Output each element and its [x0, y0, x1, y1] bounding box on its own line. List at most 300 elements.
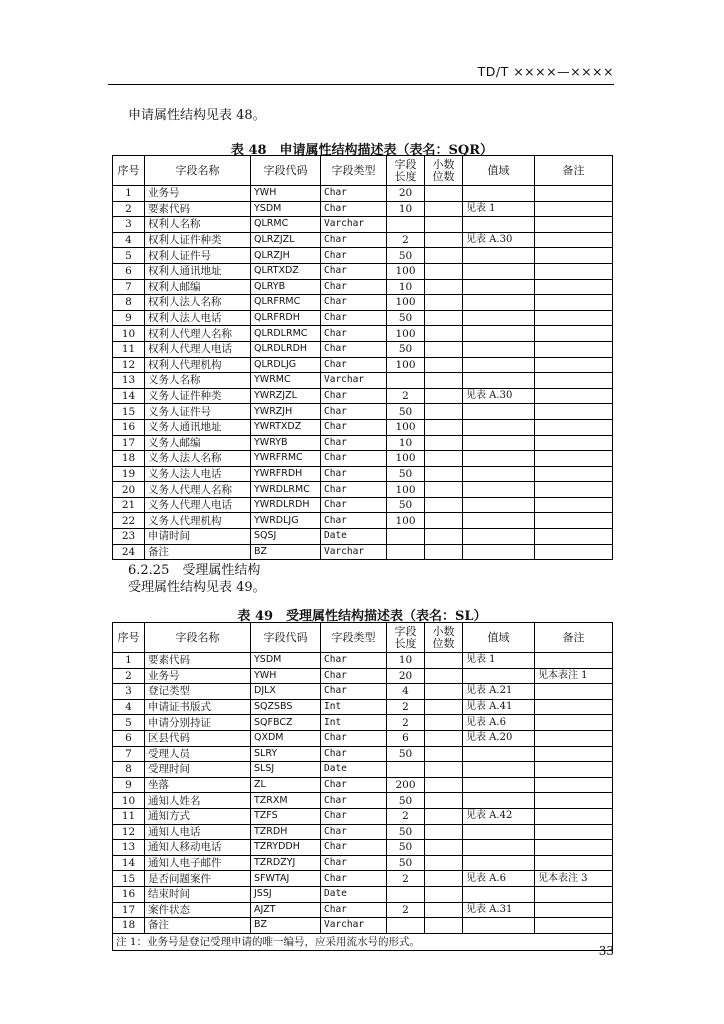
table-cell: 6 [387, 730, 425, 746]
table-row [113, 404, 613, 420]
table-cell [463, 186, 535, 202]
table-cell: 50 [387, 840, 425, 856]
table-cell [535, 730, 613, 746]
table-row [113, 310, 613, 326]
table-cell [425, 248, 463, 264]
table-cell: 义务人代理机构 [145, 513, 251, 529]
table-cell: 7 [113, 279, 145, 295]
table-cell: Char [321, 263, 387, 279]
table-cell [535, 201, 613, 217]
table-cell [535, 529, 613, 545]
table-cell: 4 [113, 699, 145, 715]
table-row [113, 217, 613, 233]
table-cell: Int [321, 715, 387, 731]
table-cell [387, 762, 425, 778]
table-cell [463, 793, 535, 809]
table-cell: 17 [113, 902, 145, 918]
table-row [113, 544, 613, 560]
table-cell: YWRDLRMC [251, 482, 321, 498]
table-49-header-row [113, 623, 613, 653]
table-cell [463, 746, 535, 762]
table-row [113, 840, 613, 856]
table-cell: 通知方式 [145, 808, 251, 824]
table-cell: 业务号 [145, 668, 251, 684]
table-cell: Char [321, 466, 387, 482]
table-cell: Char [321, 357, 387, 373]
table-row [113, 684, 613, 700]
table-cell: 5 [113, 248, 145, 264]
table-cell: 21 [113, 497, 145, 513]
table-cell: Char [321, 808, 387, 824]
table-cell [425, 653, 463, 669]
table-cell: 权利人证件号 [145, 248, 251, 264]
table-cell: 11 [113, 341, 145, 357]
table-cell: 义务人证件号 [145, 404, 251, 420]
table-cell [535, 824, 613, 840]
table-cell: 18 [113, 451, 145, 467]
table-cell: 见表 A.30 [463, 388, 535, 404]
table-row [113, 715, 613, 731]
table-cell: Char [321, 777, 387, 793]
table-cell [463, 326, 535, 342]
table-cell: 50 [387, 466, 425, 482]
table-cell: 案件状态 [145, 902, 251, 918]
table-cell: 见表 A.42 [463, 808, 535, 824]
table-cell: 2 [387, 808, 425, 824]
table-cell [425, 699, 463, 715]
table-cell: Char [321, 746, 387, 762]
table48-header-cell: 字段类型 [321, 156, 387, 186]
table-cell: 100 [387, 451, 425, 467]
table-cell: QLRZJZL [251, 232, 321, 248]
table-cell: Char [321, 419, 387, 435]
table-cell: YWRDLJG [251, 513, 321, 529]
table-49-note-row [113, 933, 613, 950]
table-cell: 50 [387, 404, 425, 420]
table-cell [535, 653, 613, 669]
table-cell: 结束时间 [145, 886, 251, 902]
intro-paragraph-48: 申请属性结构见表 48。 [128, 108, 266, 123]
table-cell [535, 886, 613, 902]
table49-header-cell: 值域 [463, 623, 535, 653]
table-48-caption: 表 48 申请属性结构描述表（表名：SQR） [230, 143, 494, 158]
table-cell: 12 [113, 357, 145, 373]
table-row [113, 668, 613, 684]
table-cell: 权利人名称 [145, 217, 251, 233]
table-cell [425, 186, 463, 202]
table-cell [425, 777, 463, 793]
table-cell: 通知人电子邮件 [145, 855, 251, 871]
table-cell: 受理时间 [145, 762, 251, 778]
table-cell: 50 [387, 341, 425, 357]
table-row [113, 466, 613, 482]
table-cell [535, 762, 613, 778]
table-cell [463, 248, 535, 264]
table-cell: 100 [387, 263, 425, 279]
table-cell: 2 [113, 668, 145, 684]
table-cell [425, 466, 463, 482]
table-cell: 坐落 [145, 777, 251, 793]
table-cell: 见本表注 3 [535, 871, 613, 887]
table-cell [387, 918, 425, 934]
table49-header-cell: 字段代码 [251, 623, 321, 653]
table-row [113, 886, 613, 902]
table-cell [425, 762, 463, 778]
table-cell: 23 [113, 529, 145, 545]
table-cell [425, 373, 463, 389]
table-cell: 见表 1 [463, 653, 535, 669]
table-cell: ZL [251, 777, 321, 793]
table-cell [535, 544, 613, 560]
table-cell: 权利人代理人名称 [145, 326, 251, 342]
table-row [113, 263, 613, 279]
table-cell [463, 777, 535, 793]
table-cell: 见表 A.41 [463, 699, 535, 715]
table-cell [535, 497, 613, 513]
table-cell: 2 [387, 699, 425, 715]
table-cell [535, 855, 613, 871]
table49-header-cell: 字段名称 [145, 623, 251, 653]
table-cell: 50 [387, 855, 425, 871]
table-cell [535, 248, 613, 264]
table-cell: QLRMC [251, 217, 321, 233]
table-cell [387, 886, 425, 902]
table-cell: 义务人代理人名称 [145, 482, 251, 498]
table-cell: 20 [113, 482, 145, 498]
table-cell [387, 529, 425, 545]
table-cell: 14 [113, 855, 145, 871]
table-cell: Varchar [321, 373, 387, 389]
table-row [113, 435, 613, 451]
table-cell: BZ [251, 918, 321, 934]
table-cell [425, 388, 463, 404]
table-cell [535, 513, 613, 529]
table-cell: 100 [387, 419, 425, 435]
table-49 [112, 622, 613, 951]
table-row [113, 653, 613, 669]
table-cell [425, 404, 463, 420]
table-cell: 8 [113, 295, 145, 311]
table-cell: 22 [113, 513, 145, 529]
table-cell: 通知人电话 [145, 824, 251, 840]
table-cell [425, 341, 463, 357]
table-cell [463, 840, 535, 856]
table-cell [425, 497, 463, 513]
table-cell [535, 279, 613, 295]
table-row [113, 419, 613, 435]
table49-header-cell: 字段长度 [387, 623, 425, 653]
table-cell: 义务人通讯地址 [145, 419, 251, 435]
table48-header-cell: 备注 [535, 156, 613, 186]
table-cell: 13 [113, 840, 145, 856]
table-row [113, 824, 613, 840]
table-cell: 义务人法人名称 [145, 451, 251, 467]
table-cell [425, 808, 463, 824]
table-cell [425, 217, 463, 233]
table-cell: 见本表注 1 [535, 668, 613, 684]
table-cell: YWH [251, 668, 321, 684]
table-cell: YWRZJZL [251, 388, 321, 404]
table-cell: 20 [387, 668, 425, 684]
table-cell: 16 [113, 886, 145, 902]
table-cell [535, 404, 613, 420]
table-cell [387, 217, 425, 233]
table-cell: YSDM [251, 201, 321, 217]
table-cell: Varchar [321, 217, 387, 233]
table-cell: Date [321, 762, 387, 778]
table-cell [535, 777, 613, 793]
table-cell: Char [321, 871, 387, 887]
table-cell [425, 840, 463, 856]
table-cell [425, 419, 463, 435]
table-cell: Varchar [321, 918, 387, 934]
table-cell: 100 [387, 482, 425, 498]
table-cell [535, 699, 613, 715]
table-row [113, 730, 613, 746]
table-cell [535, 373, 613, 389]
table-cell [463, 762, 535, 778]
table-cell: 10 [387, 435, 425, 451]
table-row [113, 871, 613, 887]
table-cell: 义务人代理人电话 [145, 497, 251, 513]
table-cell: Varchar [321, 544, 387, 560]
table-row [113, 357, 613, 373]
table-cell: Char [321, 653, 387, 669]
table-cell [463, 668, 535, 684]
table-cell: 见表 A.6 [463, 871, 535, 887]
table-cell [425, 310, 463, 326]
table-cell: 7 [113, 746, 145, 762]
table-cell: 备注 [145, 918, 251, 934]
table-cell: SFWTAJ [251, 871, 321, 887]
table-cell: 1 [113, 186, 145, 202]
table-cell [425, 295, 463, 311]
table-cell [463, 886, 535, 902]
table-row [113, 232, 613, 248]
table-cell: TZFS [251, 808, 321, 824]
table-cell: Char [321, 668, 387, 684]
table-cell: 区县代码 [145, 730, 251, 746]
table-cell [463, 824, 535, 840]
table-row [113, 248, 613, 264]
table-cell [535, 341, 613, 357]
table-row [113, 341, 613, 357]
table-cell: Char [321, 248, 387, 264]
table-cell [425, 886, 463, 902]
table-cell [425, 529, 463, 545]
table-cell: QLRFRDH [251, 310, 321, 326]
table-cell: 3 [113, 217, 145, 233]
table-cell: 6 [113, 263, 145, 279]
table-cell: Char [321, 730, 387, 746]
table-cell: DJLX [251, 684, 321, 700]
table-cell: 申请证书版式 [145, 699, 251, 715]
table-cell [425, 451, 463, 467]
table-cell [463, 918, 535, 934]
table-row [113, 482, 613, 498]
table-cell [463, 466, 535, 482]
table-cell [463, 217, 535, 233]
table-cell: TZRXM [251, 793, 321, 809]
table-cell: 6 [113, 730, 145, 746]
table-cell: 见表 A.21 [463, 684, 535, 700]
table-cell: Char [321, 388, 387, 404]
table-cell: 权利人代理人电话 [145, 341, 251, 357]
table-cell [425, 871, 463, 887]
table-cell: 10 [387, 201, 425, 217]
table-cell: 100 [387, 295, 425, 311]
table-cell [425, 326, 463, 342]
table-49-caption: 表 49 受理属性结构描述表（表名：SL） [237, 609, 487, 624]
table-cell [535, 295, 613, 311]
table-cell: BZ [251, 544, 321, 560]
table-cell: Char [321, 279, 387, 295]
table48-header-cell: 字段名称 [145, 156, 251, 186]
table-cell [535, 918, 613, 934]
table-cell [535, 263, 613, 279]
table-49-note: 注 1：业务号是登记受理申请的唯一编号，应采用流水号的形式。 [113, 933, 613, 950]
table-cell: 权利人证件种类 [145, 232, 251, 248]
table-cell: 20 [387, 186, 425, 202]
table-cell: Char [321, 793, 387, 809]
table-cell [463, 451, 535, 467]
table-cell: 见表 A.6 [463, 715, 535, 731]
table-cell: 17 [113, 435, 145, 451]
table-cell: 50 [387, 310, 425, 326]
table-row [113, 513, 613, 529]
table-cell [463, 419, 535, 435]
table-cell [463, 855, 535, 871]
table-cell: 18 [113, 918, 145, 934]
table-cell: 15 [113, 871, 145, 887]
table-cell: 100 [387, 326, 425, 342]
table-cell: TZRDH [251, 824, 321, 840]
table-cell [425, 902, 463, 918]
table-cell: 权利人代理机构 [145, 357, 251, 373]
table-cell: 2 [387, 232, 425, 248]
table-row [113, 808, 613, 824]
table-cell [463, 404, 535, 420]
table-cell [535, 746, 613, 762]
table-cell: 义务人证件种类 [145, 388, 251, 404]
table-cell: YWRYB [251, 435, 321, 451]
table-row [113, 373, 613, 389]
table-row [113, 295, 613, 311]
table-cell: SLRY [251, 746, 321, 762]
table-cell [463, 529, 535, 545]
table-cell [463, 373, 535, 389]
table-cell [535, 902, 613, 918]
table-cell [425, 824, 463, 840]
table-cell [535, 435, 613, 451]
table-cell: YSDM [251, 653, 321, 669]
table-cell [425, 855, 463, 871]
table-cell: YWRZJH [251, 404, 321, 420]
table-cell [535, 466, 613, 482]
table-row [113, 388, 613, 404]
table-cell: Char [321, 295, 387, 311]
table-cell [387, 373, 425, 389]
table-cell: 受理人员 [145, 746, 251, 762]
table-cell: 5 [113, 715, 145, 731]
table-cell: 义务人名称 [145, 373, 251, 389]
table-cell: 义务人法人电话 [145, 466, 251, 482]
table-cell [425, 746, 463, 762]
table-cell: 见表 A.20 [463, 730, 535, 746]
table-cell [463, 279, 535, 295]
table-cell [387, 544, 425, 560]
table-cell: 见表 A.31 [463, 902, 535, 918]
table-cell [425, 730, 463, 746]
table-cell: 2 [387, 715, 425, 731]
table-cell: 10 [387, 279, 425, 295]
table-row [113, 902, 613, 918]
table-cell: 50 [387, 248, 425, 264]
table-cell [535, 419, 613, 435]
table-cell: 15 [113, 404, 145, 420]
table-cell [425, 513, 463, 529]
table-row [113, 918, 613, 934]
table-cell: Char [321, 824, 387, 840]
table-cell [535, 451, 613, 467]
table-cell [463, 310, 535, 326]
table-cell: 11 [113, 808, 145, 824]
table-cell [535, 715, 613, 731]
table-cell: 50 [387, 746, 425, 762]
table-cell [463, 295, 535, 311]
table-cell: 申请分别持证 [145, 715, 251, 731]
table-cell: Char [321, 513, 387, 529]
table-cell: 4 [113, 232, 145, 248]
table-row [113, 279, 613, 295]
table-cell: Char [321, 451, 387, 467]
table-cell: 50 [387, 824, 425, 840]
table-cell: QLRDLRDH [251, 341, 321, 357]
table-row [113, 793, 613, 809]
table-cell: 2 [387, 388, 425, 404]
table-cell [463, 263, 535, 279]
table-cell: SLSJ [251, 762, 321, 778]
table-cell: 50 [387, 497, 425, 513]
table-cell: Char [321, 201, 387, 217]
table-cell [535, 808, 613, 824]
page-header-code: TD/T ××××—×××× [477, 64, 614, 79]
table-48 [112, 155, 613, 560]
table-cell: QLRZJH [251, 248, 321, 264]
table-cell [535, 326, 613, 342]
table-cell: 9 [113, 777, 145, 793]
table49-header-cell: 小数位数 [425, 623, 463, 653]
table-cell [463, 513, 535, 529]
table-cell: 16 [113, 419, 145, 435]
table-cell: SQSJ [251, 529, 321, 545]
intro-paragraph-49: 受理属性结构见表 49。 [128, 580, 266, 595]
table-cell [425, 918, 463, 934]
table-cell: TZRDZYJ [251, 855, 321, 871]
table-row [113, 201, 613, 217]
table-row [113, 855, 613, 871]
table-cell: 权利人法人电话 [145, 310, 251, 326]
table-cell: Date [321, 529, 387, 545]
table-cell: 登记类型 [145, 684, 251, 700]
table-cell: 10 [113, 326, 145, 342]
table-cell: 见表 A.30 [463, 232, 535, 248]
table-cell: 备注 [145, 544, 251, 560]
table48-header-cell: 字段代码 [251, 156, 321, 186]
table-48-header-row [113, 156, 613, 186]
table-row [113, 326, 613, 342]
table-cell: 申请时间 [145, 529, 251, 545]
